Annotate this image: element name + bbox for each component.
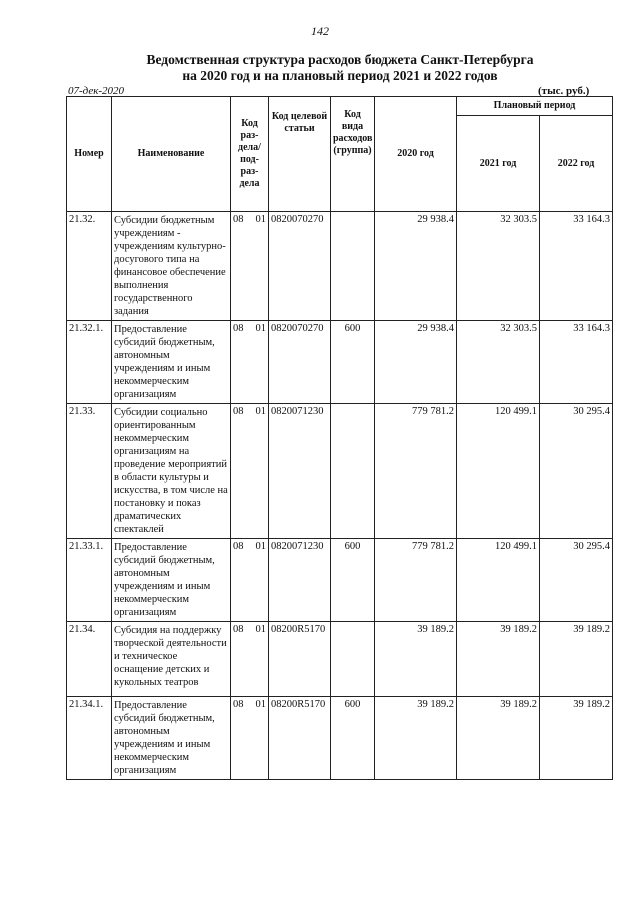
row-name: Предоставление субсидий бюджетным, автономным учреждениям и иным некоммерческим организациям [112, 321, 231, 404]
title-line-2: на 2020 год и на плановый период 2021 и 2022 годов [182, 68, 498, 83]
header-csr: Код целевой статьи [269, 97, 331, 212]
row-name: Предоставление субсидий бюджетным, автономным учреждениям и иным некоммерческим организациям [112, 539, 231, 622]
row-number: 21.33. [67, 404, 112, 539]
podrazdel-code: 01 [255, 214, 266, 225]
row-razdel [231, 321, 269, 404]
header-vr: Код вида расходов (группа) [331, 97, 375, 212]
row-amount-2020: 779 781.2 [375, 404, 457, 539]
podrazdel-code: 01 [255, 323, 266, 334]
row-razdel [231, 212, 269, 321]
row-amount-2022: 39 189.2 [540, 697, 613, 780]
podrazdel-code: 01 [255, 699, 266, 710]
table-row [67, 404, 613, 539]
header-razdel: Код раз-дела/ под-раз-дела [231, 97, 269, 212]
row-amount-2021: 32 303.5 [457, 212, 540, 321]
razdel-code: 08 [233, 624, 244, 635]
document-date: 07-дек-2020 [68, 85, 125, 97]
row-csr: 0820071230 [269, 539, 331, 622]
row-amount-2022: 33 164.3 [540, 321, 613, 404]
row-amount-2020: 779 781.2 [375, 539, 457, 622]
row-amount-2020: 39 189.2 [375, 622, 457, 697]
row-amount-2020: 39 189.2 [375, 697, 457, 780]
row-number: 21.34.1. [67, 697, 112, 780]
header-2020: 2020 год [375, 97, 457, 212]
row-amount-2021: 120 499.1 [457, 404, 540, 539]
row-vr [331, 212, 375, 321]
header-number: Номер [67, 97, 112, 212]
razdel-code: 08 [233, 699, 244, 710]
page-number: 142 [311, 24, 329, 38]
row-amount-2022: 33 164.3 [540, 212, 613, 321]
table-row [67, 697, 613, 780]
podrazdel-code: 01 [255, 624, 266, 635]
row-amount-2021: 32 303.5 [457, 321, 540, 404]
row-number: 21.32.1. [67, 321, 112, 404]
header-plan-period: Плановый период [457, 97, 613, 116]
row-amount-2021: 39 189.2 [457, 697, 540, 780]
row-vr [331, 404, 375, 539]
header-2021: 2021 год [457, 116, 540, 212]
row-number: 21.34. [67, 622, 112, 697]
row-razdel [231, 622, 269, 697]
podrazdel-code: 01 [255, 406, 266, 417]
row-csr: 0820070270 [269, 321, 331, 404]
row-razdel [231, 539, 269, 622]
title-line-1: Ведомственная структура расходов бюджета Санкт-Петербурга [146, 52, 534, 67]
units-label: (тыс. руб.) [538, 85, 590, 97]
row-number: 21.32. [67, 212, 112, 321]
row-amount-2020: 29 938.4 [375, 212, 457, 321]
row-amount-2021: 120 499.1 [457, 539, 540, 622]
row-vr: 600 [331, 539, 375, 622]
razdel-code: 08 [233, 323, 244, 334]
razdel-code: 08 [233, 541, 244, 552]
razdel-code: 08 [233, 214, 244, 225]
table-row [67, 539, 613, 622]
row-number: 21.33.1. [67, 539, 112, 622]
row-amount-2022: 30 295.4 [540, 404, 613, 539]
row-name: Субсидии социально ориентированным некоммерческим организациям на проведение мероприятий в области культуры и искусства, в том числе на постановку и показ драматических спектаклей [112, 404, 231, 539]
row-csr: 08200R5170 [269, 622, 331, 697]
header-name: Наименование [112, 97, 231, 212]
table-row [67, 212, 613, 321]
row-name: Субсидия на поддержку творческой деятельности и техническое оснащение детских и кукольных театров [112, 622, 231, 697]
row-razdel [231, 697, 269, 780]
document-title [80, 52, 600, 84]
budget-table [66, 96, 613, 780]
table-row [67, 622, 613, 697]
row-name: Субсидии бюджетным учреждениям - учреждениям культурно-досугового типа на финансовое обеспечение выполнения государственного задания [112, 212, 231, 321]
row-vr [331, 622, 375, 697]
row-csr: 08200R5170 [269, 697, 331, 780]
row-amount-2022: 39 189.2 [540, 622, 613, 697]
row-name: Предоставление субсидий бюджетным, автономным учреждениям и иным некоммерческим организациям [112, 697, 231, 780]
row-csr: 0820071230 [269, 404, 331, 539]
table-row [67, 321, 613, 404]
row-csr: 0820070270 [269, 212, 331, 321]
row-amount-2020: 29 938.4 [375, 321, 457, 404]
row-vr: 600 [331, 697, 375, 780]
header-2022: 2022 год [540, 116, 613, 212]
row-vr: 600 [331, 321, 375, 404]
row-amount-2021: 39 189.2 [457, 622, 540, 697]
row-razdel [231, 404, 269, 539]
row-amount-2022: 30 295.4 [540, 539, 613, 622]
razdel-code: 08 [233, 406, 244, 417]
podrazdel-code: 01 [255, 541, 266, 552]
